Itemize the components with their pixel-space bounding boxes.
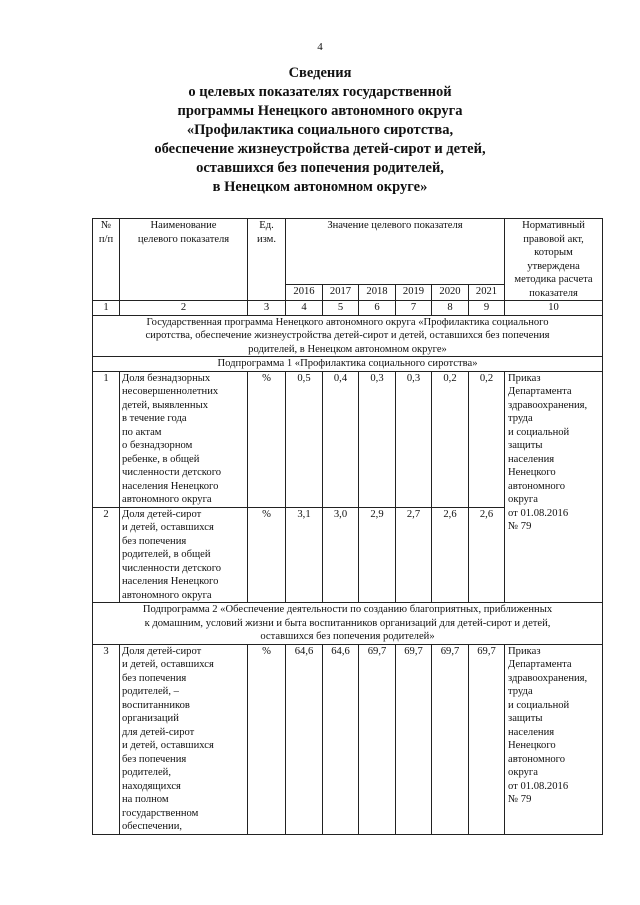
value-cell: 0,3	[396, 371, 432, 507]
page-number: 4	[317, 41, 323, 53]
value-cell: 64,6	[286, 644, 323, 834]
subprogram-2-row	[93, 603, 603, 645]
value-cell: 2,9	[359, 507, 396, 603]
column-number: 9	[469, 301, 505, 316]
value-cell: 69,7	[469, 644, 505, 834]
header-unit: Ед. изм.	[248, 219, 286, 301]
value-cell: 69,7	[432, 644, 469, 834]
indicator-name: Доля детей-сирот и детей, оставшихся без попечения родителей, – воспитанников организаций для детей-сирот и детей, оставшихся без попечения родителей, находящихся на полном государственном обеспечении,	[120, 644, 248, 834]
unit-cell: %	[248, 371, 286, 507]
title-line: обеспечение жизнеустройства детей-сирот и детей,	[154, 141, 486, 157]
header-name: Наименование целевого показателя	[120, 219, 248, 301]
unit-cell: %	[248, 644, 286, 834]
indicators-table	[92, 218, 603, 835]
value-cell: 0,3	[359, 371, 396, 507]
header-act: Нормативный правовой акт, которым утверждена методика расчета показателя	[505, 219, 603, 301]
title-line: Сведения	[288, 65, 352, 81]
column-number: 2	[120, 301, 248, 316]
value-cell: 64,6	[323, 644, 359, 834]
program-title: Государственная программа Ненецкого автономного округа «Профилактика социального сиротства, обеспечение жизнеустройства детей-сирот и детей, оставшихся без попечения родителей, в Ненецком автономном округе»	[93, 315, 603, 357]
column-number: 5	[323, 301, 359, 316]
row-number: 3	[93, 644, 120, 834]
column-number: 8	[432, 301, 469, 316]
indicator-name: Доля безнадзорных несовершеннолетних детей, выявленных в течение года по актам о безнадзорном ребенке, в общей численности детского населения Ненецкого автономного округа	[120, 371, 248, 507]
value-cell: 3,1	[286, 507, 323, 603]
subprogram-1-title: Подпрограмма 1 «Профилактика социального сиротства»	[93, 357, 603, 372]
row-number: 2	[93, 507, 120, 603]
year-cell: 2016	[286, 285, 323, 301]
title-line: о целевых показателях государственной	[188, 84, 452, 100]
year-cell: 2018	[359, 285, 396, 301]
subprogram-2-title: Подпрограмма 2 «Обеспечение деятельности по созданию благоприятных, приближенных к домашним, условий жизни и быта воспитанников организаций для детей-сирот и детей, оставшихся без попечения родителей»	[93, 603, 603, 645]
column-number: 4	[286, 301, 323, 316]
value-cell: 69,7	[359, 644, 396, 834]
table-header-row	[93, 219, 603, 285]
year-cell: 2020	[432, 285, 469, 301]
value-cell: 2,6	[469, 507, 505, 603]
program-title-row	[93, 315, 603, 357]
column-numbers-row	[93, 301, 603, 316]
title-line: в Ненецком автономном округе»	[212, 179, 428, 195]
table-row	[93, 371, 603, 507]
year-cell: 2021	[469, 285, 505, 301]
value-cell: 2,7	[396, 507, 432, 603]
title-line: «Профилактика социального сиротства,	[186, 122, 454, 138]
table-row	[93, 644, 603, 834]
header-num: № п/п	[93, 219, 120, 301]
unit-cell: %	[248, 507, 286, 603]
row-number: 1	[93, 371, 120, 507]
indicator-name: Доля детей-сирот и детей, оставшихся без попечения родителей, в общей численности детского населения Ненецкого автономного округа	[120, 507, 248, 603]
value-cell: 0,4	[323, 371, 359, 507]
value-cell: 0,2	[469, 371, 505, 507]
column-number: 7	[396, 301, 432, 316]
year-cell: 2017	[323, 285, 359, 301]
value-cell: 0,2	[432, 371, 469, 507]
subprogram-1-row	[93, 357, 603, 372]
value-cell: 3,0	[323, 507, 359, 603]
column-number: 1	[93, 301, 120, 316]
header-value: Значение целевого показателя	[286, 219, 505, 285]
column-number: 10	[505, 301, 603, 316]
document-title	[0, 64, 640, 197]
legal-act-cell: Приказ Департамента здравоохранения, труда и социальной защиты населения Ненецкого автономного округа от 01.08.2016 № 79	[505, 644, 603, 834]
value-cell: 69,7	[396, 644, 432, 834]
column-number: 6	[359, 301, 396, 316]
title-line: оставшихся без попечения родителей,	[196, 160, 444, 176]
title-line: программы Ненецкого автономного округа	[177, 103, 463, 119]
value-cell: 2,6	[432, 507, 469, 603]
value-cell: 0,5	[286, 371, 323, 507]
year-cell: 2019	[396, 285, 432, 301]
column-number: 3	[248, 301, 286, 316]
legal-act-cell: Приказ Департамента здравоохранения, труда и социальной защиты населения Ненецкого автономного округа от 01.08.2016 № 79	[505, 371, 603, 603]
